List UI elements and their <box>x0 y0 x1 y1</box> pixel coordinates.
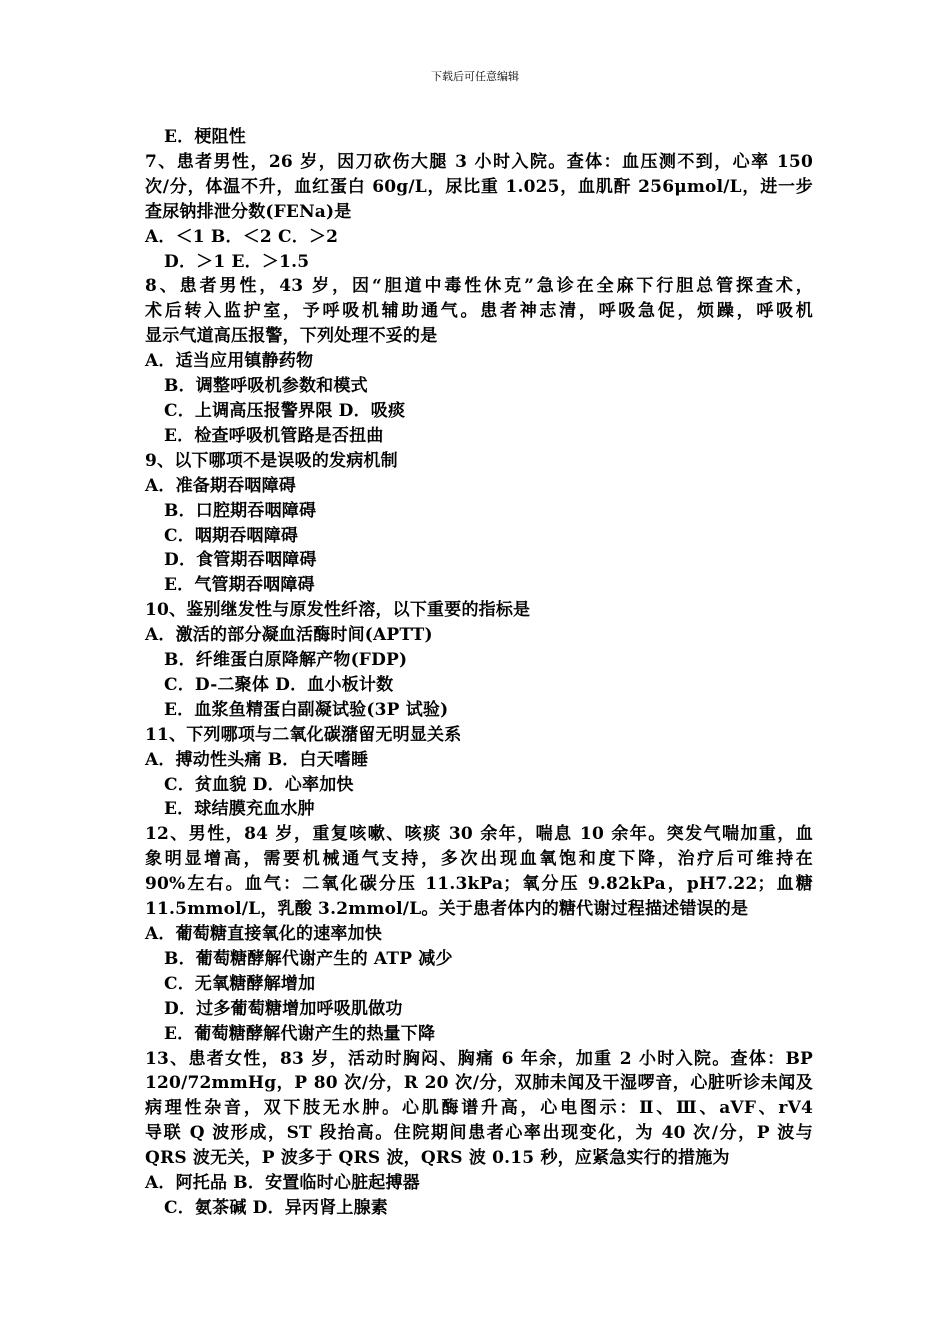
text-line: 12、男性，84 岁，重复咳嗽、咳痰 30 余年，喘息 10 余年。突发气喘加重，血 <box>145 824 813 845</box>
text-line: C．上调高压报警界限 D．吸痰 <box>164 400 406 421</box>
text-line: A．激活的部分凝血活酶时间(APTT) <box>145 625 433 646</box>
text-line: 11、下列哪项与二氧化碳潴留无明显关系 <box>145 724 462 745</box>
document-body <box>145 125 813 1221</box>
text-line: 8、患者男性，43 岁，因“胆道中毒性休克”急诊在全麻下行胆总管探查术， <box>145 276 813 297</box>
text-line: B．调整呼吸机参数和模式 <box>164 376 368 397</box>
text-line: A．＜1 B．＜2 C．＞2 <box>145 226 339 247</box>
text-line: B．口腔期吞咽障碍 <box>164 500 317 521</box>
text-line: 导联 Q 波形成，ST 段抬高。住院期间患者心率出现变化，为 40 次/分，P 波与 <box>145 1123 813 1144</box>
text-line: C．氨茶碱 D．异丙肾上腺素 <box>164 1197 388 1218</box>
text-line: 11.5mmol/L，乳酸 3.2mmol/L。关于患者体内的糖代谢过程描述错误的是 <box>145 899 749 920</box>
text-line: E．梗阻性 <box>164 127 246 147</box>
text-line: C．D-二聚体 D．血小板计数 <box>164 674 394 695</box>
text-line: A．适当应用镇静药物 <box>145 351 314 372</box>
text-line: 7、患者男性，26 岁，因刀砍伤大腿 3 小时入院。查体：血压测不到，心率 150 <box>145 151 813 172</box>
text-line: 120/72mmHg，P 80 次/分，R 20 次/分，双肺未闻及干湿啰音，心脏听诊未闻及 <box>145 1073 813 1094</box>
text-line: E．气管期吞咽障碍 <box>164 575 315 596</box>
text-line: 显示气道高压报警，下列处理不妥的是 <box>145 326 438 347</box>
text-line: B．纤维蛋白原降解产物(FDP) <box>164 650 408 671</box>
text-line: C．咽期吞咽障碍 <box>164 525 299 546</box>
text-line: C．无氧糖酵解增加 <box>164 973 316 994</box>
text-line: A．阿托品 B．安置临时心脏起搏器 <box>145 1173 420 1194</box>
text-line: E．葡萄糖酵解代谢产生的热量下降 <box>164 1023 436 1044</box>
page-header: 下载后可任意编辑 <box>431 70 519 83</box>
text-line: D．＞1 E．＞1.5 <box>164 251 310 272</box>
text-line: A．准备期吞咽障碍 <box>145 475 296 496</box>
text-line: B．葡萄糖酵解代谢产生的 ATP 减少 <box>164 948 453 969</box>
text-line: C．贫血貌 D．心率加快 <box>164 774 354 795</box>
text-line: D．食管期吞咽障碍 <box>164 550 317 571</box>
text-line: A．搏动性头痛 B．白天嗜睡 <box>145 749 369 770</box>
text-line: 象明显增高，需要机械通气支持，多次出现血氧饱和度下降，治疗后可维持在 <box>145 849 813 870</box>
text-line: E．球结膜充血水肿 <box>164 799 315 820</box>
text-line: D．过多葡萄糖增加呼吸肌做功 <box>164 998 403 1019</box>
text-line: 9、以下哪项不是误吸的发病机制 <box>145 450 398 471</box>
text-line: E．血浆鱼精蛋白副凝试验(3P 试验) <box>164 699 449 720</box>
text-line: A．葡萄糖直接氧化的速率加快 <box>145 924 382 944</box>
text-line: E．检查呼吸机管路是否扭曲 <box>164 425 384 446</box>
text-line: 13、患者女性，83 岁，活动时胸闷、胸痛 6 年余，加重 2 小时入院。查体：BP <box>145 1048 813 1069</box>
text-line: 10、鉴别继发性与原发性纤溶，以下重要的指标是 <box>145 600 531 621</box>
text-line: 次/分，体温不升，血红蛋白 60g/L，尿比重 1.025，血肌酐 256μmol/L，进一步 <box>145 176 813 197</box>
text-line: 查尿钠排泄分数(FENa)是 <box>145 201 352 222</box>
text-line: 90%左右。血气：二氧化碳分压 11.3kPa；氧分压 9.82kPa，pH7.22；血糖 <box>145 874 813 895</box>
text-line: QRS 波无关，P 波多于 QRS 波，QRS 波 0.15 秒，应紧急实行的措施为 <box>145 1148 730 1169</box>
text-line: 术后转入监护室，予呼吸机辅助通气。患者神志清，呼吸急促，烦躁，呼吸机 <box>145 301 813 322</box>
text-line: 病理性杂音，双下肢无水肿。心肌酶谱升高，心电图示：Ⅱ、Ⅲ、aVF、rV4 <box>145 1098 813 1119</box>
